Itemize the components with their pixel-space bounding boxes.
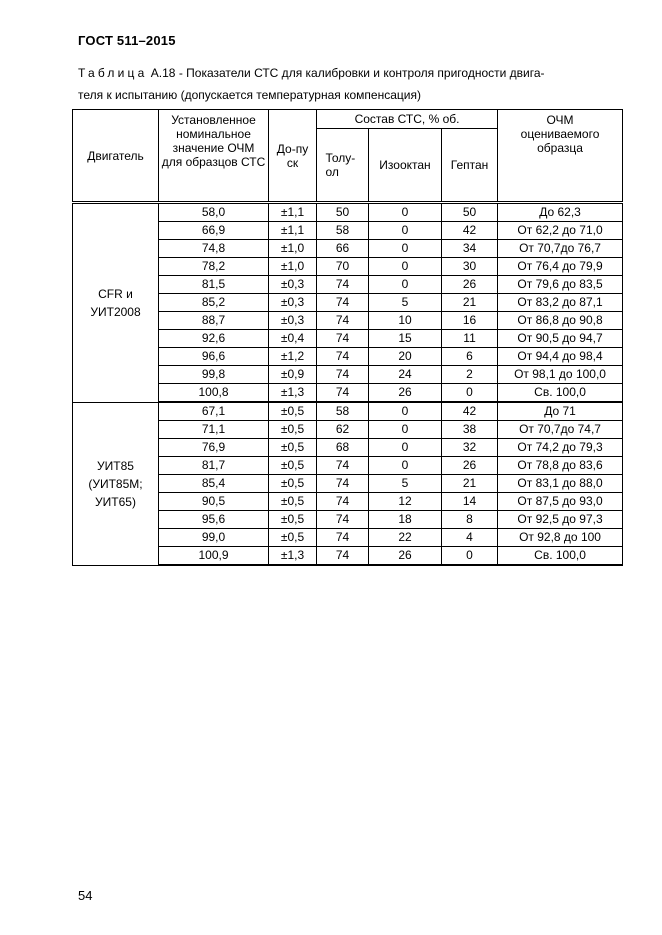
isooctane-cell: 15 — [369, 330, 442, 348]
toluene-cell: 74 — [317, 475, 369, 493]
isooctane-cell: 0 — [369, 457, 442, 475]
heptane-cell: 8 — [442, 511, 498, 529]
calibration-table — [72, 109, 623, 566]
toluene-cell: 62 — [317, 421, 369, 439]
nominal-cell: 76,9 — [159, 439, 269, 457]
ochm-range-cell: От 94,4 до 98,4 — [498, 348, 623, 366]
ochm-range-cell: От 70,7до 76,7 — [498, 240, 623, 258]
isooctane-cell: 5 — [369, 475, 442, 493]
engine-group — [73, 402, 623, 565]
tolerance-cell: ±0,3 — [269, 294, 317, 312]
toluene-cell: 66 — [317, 240, 369, 258]
heptane-cell: 32 — [442, 439, 498, 457]
caption-line-1 — [78, 62, 622, 84]
page-number: 54 — [78, 888, 93, 903]
table-caption — [78, 62, 622, 106]
document-code: ГОСТ 511–2015 — [78, 33, 176, 48]
tolerance-cell: ±0,5 — [269, 529, 317, 547]
isooctane-cell: 24 — [369, 366, 442, 384]
heptane-cell: 50 — [442, 203, 498, 222]
header-toluene-text: Толу-ол — [325, 151, 356, 179]
engine-name-line: УИТ65) — [95, 494, 136, 509]
engine-name-line: CFR и — [98, 286, 133, 301]
nominal-cell: 85,2 — [159, 294, 269, 312]
ochm-range-cell: От 62,2 до 71,0 — [498, 222, 623, 240]
table-row — [73, 203, 623, 222]
tolerance-cell: ±1,1 — [269, 222, 317, 240]
isooctane-cell: 0 — [369, 421, 442, 439]
heptane-cell: 38 — [442, 421, 498, 439]
ochm-range-cell: От 87,5 до 93,0 — [498, 493, 623, 511]
tolerance-cell: ±0,5 — [269, 402, 317, 421]
engine-name-line: (УИТ85М; — [88, 476, 143, 491]
toluene-cell: 74 — [317, 294, 369, 312]
toluene-cell: 74 — [317, 348, 369, 366]
heptane-cell: 21 — [442, 294, 498, 312]
toluene-cell: 74 — [317, 312, 369, 330]
toluene-cell: 74 — [317, 511, 369, 529]
toluene-cell: 74 — [317, 276, 369, 294]
ochm-range-cell: От 70,7до 74,7 — [498, 421, 623, 439]
ochm-range-cell: От 83,2 до 87,1 — [498, 294, 623, 312]
toluene-cell: 74 — [317, 493, 369, 511]
header-nominal-ochm: Установленное номинальное значение ОЧМ для образцов СТС — [159, 110, 269, 203]
toluene-cell: 74 — [317, 457, 369, 475]
isooctane-cell: 5 — [369, 294, 442, 312]
engine-name-line: УИТ85 — [97, 458, 134, 473]
isooctane-cell: 0 — [369, 222, 442, 240]
tolerance-cell: ±0,5 — [269, 493, 317, 511]
isooctane-cell: 26 — [369, 547, 442, 566]
ochm-range-cell: От 98,1 до 100,0 — [498, 366, 623, 384]
toluene-cell: 68 — [317, 439, 369, 457]
ochm-range-cell: Св. 100,0 — [498, 384, 623, 403]
heptane-cell: 34 — [442, 240, 498, 258]
isooctane-cell: 0 — [369, 203, 442, 222]
nominal-cell: 81,7 — [159, 457, 269, 475]
nominal-cell: 71,1 — [159, 421, 269, 439]
heptane-cell: 0 — [442, 547, 498, 566]
nominal-cell: 99,0 — [159, 529, 269, 547]
ochm-range-cell: От 90,5 до 94,7 — [498, 330, 623, 348]
nominal-cell: 100,8 — [159, 384, 269, 403]
engine-group — [73, 203, 623, 403]
caption-number: А.18 — [150, 66, 176, 80]
header-engine: Двигатель — [73, 110, 159, 203]
isooctane-cell: 0 — [369, 258, 442, 276]
tolerance-cell: ±0,5 — [269, 421, 317, 439]
heptane-cell: 21 — [442, 475, 498, 493]
toluene-cell: 58 — [317, 222, 369, 240]
engine-name-line: УИТ2008 — [90, 304, 141, 319]
caption-label: Таблица — [78, 66, 148, 80]
ochm-range-cell: Св. 100,0 — [498, 547, 623, 566]
ochm-range-cell: От 74,2 до 79,3 — [498, 439, 623, 457]
tolerance-cell: ±0,5 — [269, 511, 317, 529]
heptane-cell: 30 — [442, 258, 498, 276]
isooctane-cell: 20 — [369, 348, 442, 366]
nominal-cell: 58,0 — [159, 203, 269, 222]
header-tolerance — [269, 110, 317, 203]
toluene-cell: 70 — [317, 258, 369, 276]
heptane-cell: 11 — [442, 330, 498, 348]
heptane-cell: 42 — [442, 222, 498, 240]
nominal-cell: 78,2 — [159, 258, 269, 276]
tolerance-cell: ±1,3 — [269, 384, 317, 403]
tolerance-cell: ±1,0 — [269, 240, 317, 258]
header-tolerance-text: До-пуск — [276, 141, 309, 170]
nominal-cell: 81,5 — [159, 276, 269, 294]
ochm-range-cell: От 92,5 до 97,3 — [498, 511, 623, 529]
ochm-range-cell: До 62,3 — [498, 203, 623, 222]
tolerance-cell: ±0,4 — [269, 330, 317, 348]
caption-text-1: - Показатели СТС для калибровки и контроля пригодности двига- — [175, 66, 545, 80]
tolerance-cell: ±0,3 — [269, 276, 317, 294]
header-isooctane: Изооктан — [369, 129, 442, 203]
header-ochm-sample-text: ОЧМ оцениваемого образца — [520, 113, 600, 155]
toluene-cell: 74 — [317, 529, 369, 547]
ochm-range-cell: От 83,1 до 88,0 — [498, 475, 623, 493]
isooctane-cell: 0 — [369, 439, 442, 457]
ochm-range-cell: От 92,8 до 100 — [498, 529, 623, 547]
ochm-range-cell: От 79,6 до 83,5 — [498, 276, 623, 294]
nominal-cell: 90,5 — [159, 493, 269, 511]
nominal-cell: 66,9 — [159, 222, 269, 240]
nominal-cell: 95,6 — [159, 511, 269, 529]
heptane-cell: 26 — [442, 276, 498, 294]
tolerance-cell: ±0,5 — [269, 475, 317, 493]
isooctane-cell: 10 — [369, 312, 442, 330]
header-ochm-sample — [498, 110, 623, 203]
nominal-cell: 88,7 — [159, 312, 269, 330]
heptane-cell: 16 — [442, 312, 498, 330]
heptane-cell: 14 — [442, 493, 498, 511]
nominal-cell: 96,6 — [159, 348, 269, 366]
heptane-cell: 42 — [442, 402, 498, 421]
tolerance-cell: ±1,1 — [269, 203, 317, 222]
tolerance-cell: ±0,9 — [269, 366, 317, 384]
nominal-cell: 85,4 — [159, 475, 269, 493]
heptane-cell: 0 — [442, 384, 498, 403]
nominal-cell: 74,8 — [159, 240, 269, 258]
heptane-cell: 4 — [442, 529, 498, 547]
table-row — [73, 402, 623, 421]
tolerance-cell: ±0,5 — [269, 457, 317, 475]
ochm-range-cell: От 86,8 до 90,8 — [498, 312, 623, 330]
heptane-cell: 6 — [442, 348, 498, 366]
toluene-cell: 58 — [317, 402, 369, 421]
nominal-cell: 99,8 — [159, 366, 269, 384]
isooctane-cell: 0 — [369, 402, 442, 421]
tolerance-cell: ±0,5 — [269, 439, 317, 457]
isooctane-cell: 18 — [369, 511, 442, 529]
toluene-cell: 74 — [317, 547, 369, 566]
isooctane-cell: 22 — [369, 529, 442, 547]
nominal-cell: 100,9 — [159, 547, 269, 566]
isooctane-cell: 12 — [369, 493, 442, 511]
header-toluene — [317, 129, 369, 203]
header-heptane: Гептан — [442, 129, 498, 203]
heptane-cell: 2 — [442, 366, 498, 384]
ochm-range-cell: От 78,8 до 83,6 — [498, 457, 623, 475]
tolerance-cell: ±1,2 — [269, 348, 317, 366]
toluene-cell: 74 — [317, 384, 369, 403]
engine-cell — [73, 203, 159, 403]
ochm-range-cell: От 76,4 до 79,9 — [498, 258, 623, 276]
isooctane-cell: 0 — [369, 240, 442, 258]
tolerance-cell: ±0,3 — [269, 312, 317, 330]
caption-line-2: теля к испытанию (допускается температурная компенсация) — [78, 88, 421, 102]
tolerance-cell: ±1,0 — [269, 258, 317, 276]
toluene-cell: 50 — [317, 203, 369, 222]
header-composition: Состав СТС, % об. — [317, 110, 498, 129]
ochm-range-cell: До 71 — [498, 402, 623, 421]
engine-cell — [73, 402, 159, 565]
nominal-cell: 67,1 — [159, 402, 269, 421]
toluene-cell: 74 — [317, 330, 369, 348]
isooctane-cell: 26 — [369, 384, 442, 403]
nominal-cell: 92,6 — [159, 330, 269, 348]
toluene-cell: 74 — [317, 366, 369, 384]
heptane-cell: 26 — [442, 457, 498, 475]
isooctane-cell: 0 — [369, 276, 442, 294]
tolerance-cell: ±1,3 — [269, 547, 317, 566]
